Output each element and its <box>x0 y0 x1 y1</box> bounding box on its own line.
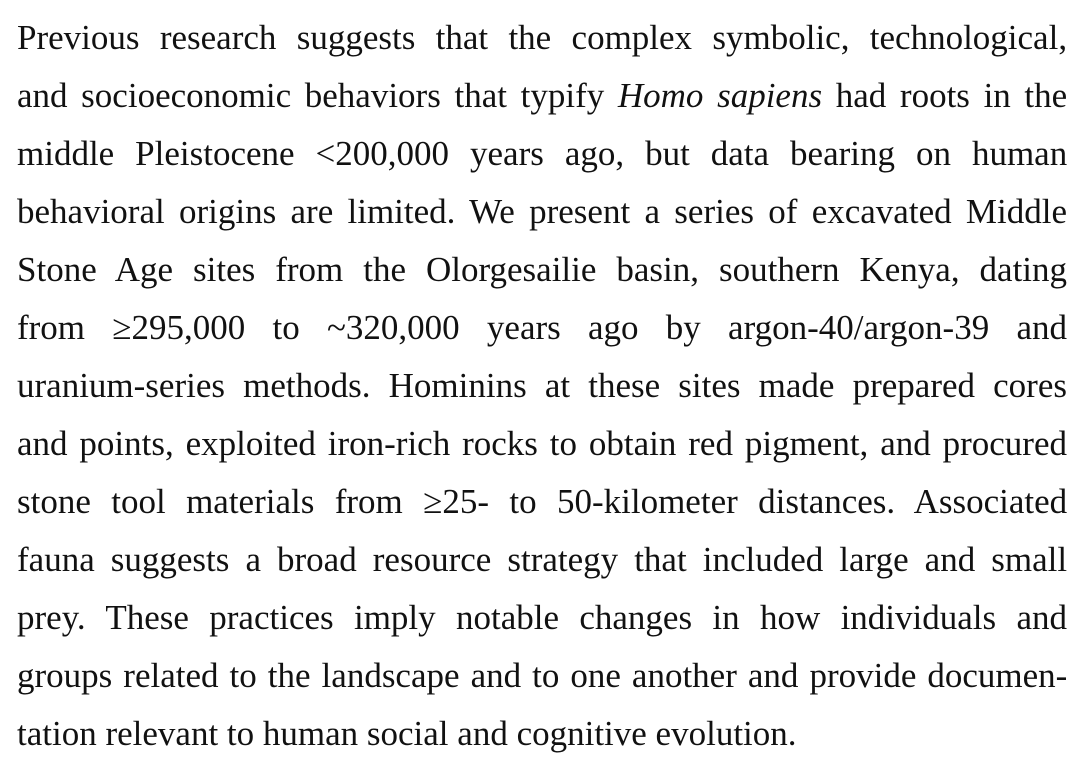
text-line-1 <box>17 9 1067 67</box>
text-segment: and points, exploited iron-rich rocks to obtain red pigment, and procured <box>17 424 1067 463</box>
text-line-7 <box>17 357 1067 415</box>
text-segment: stone tool materials from ≥25- to 50-kilometer distances. Associated <box>17 482 1068 521</box>
text-line-2 <box>17 67 1067 125</box>
text-segment: and socioeconomic behaviors that typify <box>17 76 618 115</box>
abstract-paragraph <box>17 9 1067 763</box>
text-segment: Stone Age sites from the Olorgesailie basin, southern Kenya, dating <box>17 250 1068 289</box>
text-line-6 <box>17 299 1067 357</box>
text-segment: Previous research suggests that the complex symbolic, technological, <box>17 18 1068 57</box>
text-segment: from ≥295,000 to ~320,000 years ago by argon-40/argon-39 and <box>17 308 1067 347</box>
text-segment: had roots in the <box>822 76 1068 115</box>
text-line-5 <box>17 241 1067 299</box>
text-line-10 <box>17 531 1067 589</box>
text-segment: behavioral origins are limited. We present a series of excavated Middle <box>17 192 1067 231</box>
text-line-8 <box>17 415 1067 473</box>
text-line-4 <box>17 183 1067 241</box>
species-name-italic: Homo sapiens <box>617 76 823 115</box>
text-segment: uranium-series methods. Hominins at these sites made prepared cores <box>17 366 1067 405</box>
text-segment: fauna suggests a broad resource strategy that included large and small <box>17 540 1068 579</box>
text-line-9 <box>17 473 1067 531</box>
text-segment: tation relevant to human social and cognitive evolution. <box>17 714 797 753</box>
text-segment: groups related to the landscape and to one another and provide documen- <box>17 656 1068 695</box>
text-line-11 <box>17 589 1067 647</box>
text-line-3 <box>17 125 1067 183</box>
text-segment: middle Pleistocene <200,000 years ago, but data bearing on human <box>17 134 1068 173</box>
text-line-12 <box>17 647 1067 705</box>
text-segment: prey. These practices imply notable changes in how individuals and <box>17 598 1067 637</box>
text-line-13 <box>17 705 1067 763</box>
